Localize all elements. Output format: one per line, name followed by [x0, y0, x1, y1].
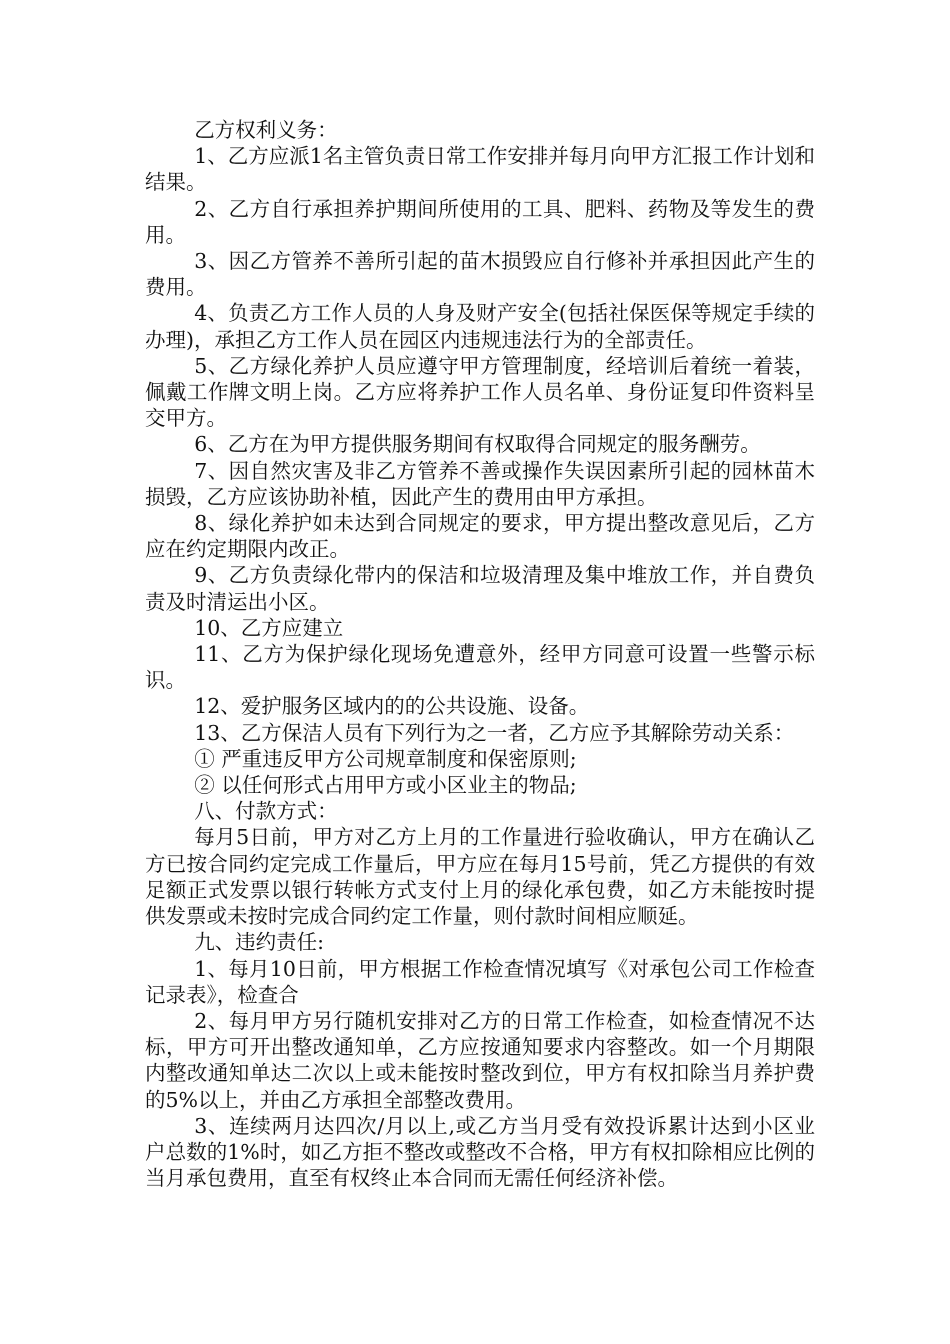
paragraph-clause-2: 2、乙方自行承担养护期间所使用的工具、肥料、药物及等发生的费用。 [145, 196, 815, 247]
paragraph-item-2: ② 以任何形式占用甲方或小区业主的物品; [194, 773, 577, 798]
paragraph-item-1: ① 严重违反甲方公司规章制度和保密原则; [194, 746, 577, 771]
paragraph-clause-10: 10、乙方应建立 [194, 615, 344, 640]
paragraph-clause-6: 6、乙方在为甲方提供服务期间有权取得合同规定的服务酬劳。 [194, 432, 761, 457]
paragraph-clause-1: 1、乙方应派1名主管负责日常工作安排并每月向甲方汇报工作计划和结果。 [145, 144, 815, 195]
paragraph-heading-liability: 九、违约责任: [194, 930, 325, 955]
paragraph-clause-11: 11、乙方为保护绿化现场免遭意外，经甲方同意可设置一些警示标识。 [145, 642, 815, 693]
paragraph-payment-terms: 每月5日前，甲方对乙方上月的工作量进行验收确认，甲方在确认乙方已按合同约定完成工作量后，甲方应在每月15号前，凭乙方提供的有效足额正式发票以银行转帐方式支付上月的绿化承包费，如乙方未能按时提供发票或未按时完成合同约定工作量，则付款时间相应顺延。 [145, 825, 815, 929]
paragraph-clause-12: 12、爱护服务区域内的的公共设施、设备。 [194, 694, 590, 719]
paragraph-clause-9: 9、乙方负责绿化带内的保洁和垃圾清理及集中堆放工作，并自费负责及时清运出小区。 [145, 563, 815, 614]
document-page [145, 117, 815, 1191]
paragraph-liability-2: 2、每月甲方另行随机安排对乙方的日常工作检查，如检查情况不达标，甲方可开出整改通知单，乙方应按通知要求内容整改。如一个月期限内整改通知单达二次以上或未能按时整改到位，甲方有权扣除当月养护费的5%以上，并由乙方承担全部整改费用。 [145, 1008, 815, 1112]
paragraph-clause-4: 4、负责乙方工作人员的人身及财产安全(包括社保医保等规定手续的办理)，承担乙方工作人员在园区内违规违法行为的全部责任。 [145, 301, 815, 352]
paragraph-liability-3: 3、连续两月达四次/月以上,或乙方当月受有效投诉累计达到小区业户总数的1%时，如乙方拒不整改或整改不合格，甲方有权扣除相应比例的当月承包费用，直至有权终止本合同而无需任何经济补偿。 [145, 1113, 815, 1191]
paragraph-clause-8: 8、绿化养护如未达到合同规定的要求，甲方提出整改意见后，乙方应在约定期限内改正。 [145, 511, 815, 562]
paragraph-liability-1: 1、每月10日前，甲方根据工作检查情况填写《对承包公司工作检查记录表》，检查合 [145, 956, 815, 1007]
paragraph-clause-3: 3、因乙方管养不善所引起的苗木损毁应自行修补并承担因此产生的费用。 [145, 249, 815, 300]
paragraph-clause-5: 5、乙方绿化养护人员应遵守甲方管理制度，经培训后着统一着装，佩戴工作牌文明上岗。乙方应将养护工作人员名单、身份证复印件资料呈交甲方。 [145, 353, 815, 431]
paragraph-heading-payment: 八、付款方式： [194, 799, 338, 824]
paragraph-clause-7: 7、因自然灾害及非乙方管养不善或操作失误因素所引起的园林苗木损毁，乙方应该协助补植，因此产生的费用由甲方承担。 [145, 458, 815, 509]
paragraph-clause-13: 13、乙方保洁人员有下列行为之一者，乙方应予其解除劳动关系： [194, 720, 795, 745]
paragraph-heading-obligations: 乙方权利义务： [194, 118, 338, 142]
